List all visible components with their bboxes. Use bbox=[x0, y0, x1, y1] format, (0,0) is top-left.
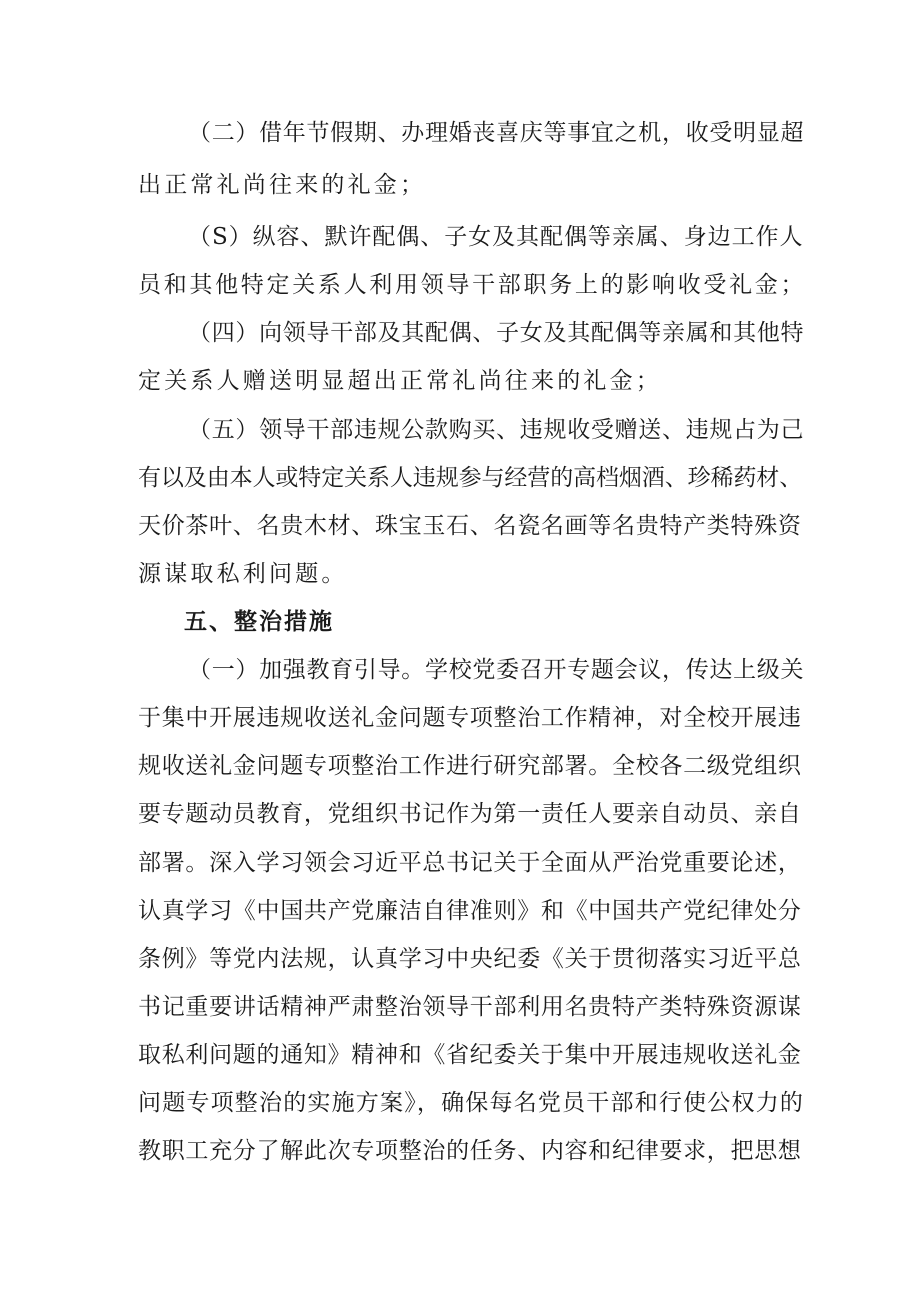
section-heading: 五、整治措施 bbox=[184, 609, 334, 635]
text-line: 条例》等党内法规，认真学习中央纪委《关于贯彻落实习近平总 bbox=[138, 946, 802, 972]
text-line: 员和其他特定关系人利用领导干部职务上的影响收受礼金； bbox=[138, 272, 807, 298]
text-line: 取私利问题的通知》精神和《省纪委关于集中开展违规收送礼金 bbox=[138, 1042, 802, 1068]
text-line: 于集中开展违规收送礼金问题专项整治工作精神，对全校开展违 bbox=[138, 705, 802, 731]
text-line: 要专题动员教育，党组织书记作为第一责任人要亲自动员、亲自 bbox=[138, 801, 802, 827]
text-line: （S）纵容、默许配偶、子女及其配偶等亲属、身边工作人 bbox=[188, 224, 804, 250]
text-line: 规收送礼金问题专项整治工作进行研究部署。全校各二级党组织 bbox=[138, 753, 802, 779]
text-line: 书记重要讲话精神严肃整治领导干部利用名贵特产类特殊资源谋 bbox=[138, 994, 802, 1020]
text-line: 有以及由本人或特定关系人违规参与经营的高档烟酒、珍稀药材、 bbox=[138, 465, 803, 491]
text-line: 认真学习《中国共产党廉洁自律准则》和《中国共产党纪律处分 bbox=[138, 898, 802, 924]
text-line: （五）领导干部违规公款购买、违规收受赠送、违规占为己 bbox=[188, 417, 805, 443]
text-line: （二）借年节假期、办理婚丧喜庆等事宜之机，收受明显超 bbox=[188, 120, 805, 146]
text-line: 出正常礼尚往来的礼金； bbox=[138, 172, 427, 198]
text-line: 问题专项整治的实施方案》，确保每名党员干部和行使公权力的 bbox=[138, 1090, 805, 1116]
text-line: （一）加强教育引导。学校党委召开专题会议，传达上级关 bbox=[188, 657, 805, 683]
text-line: 定关系人赠送明显超出正常礼尚往来的礼金； bbox=[138, 368, 662, 394]
text-line: 教职工充分了解此次专项整治的任务、内容和纪律要求，把思想 bbox=[138, 1138, 802, 1164]
text-line: 源谋取私利问题。 bbox=[138, 561, 348, 587]
text-line: 部署。深入学习领会习近平总书记关于全面从严治党重要论述， bbox=[138, 850, 802, 876]
text-line: （四）向领导干部及其配偶、子女及其配偶等亲属和其他特 bbox=[188, 320, 805, 346]
text-line: 天价茶叶、名贵木材、珠宝玉石、名瓷名画等名贵特产类特殊资 bbox=[138, 513, 802, 539]
